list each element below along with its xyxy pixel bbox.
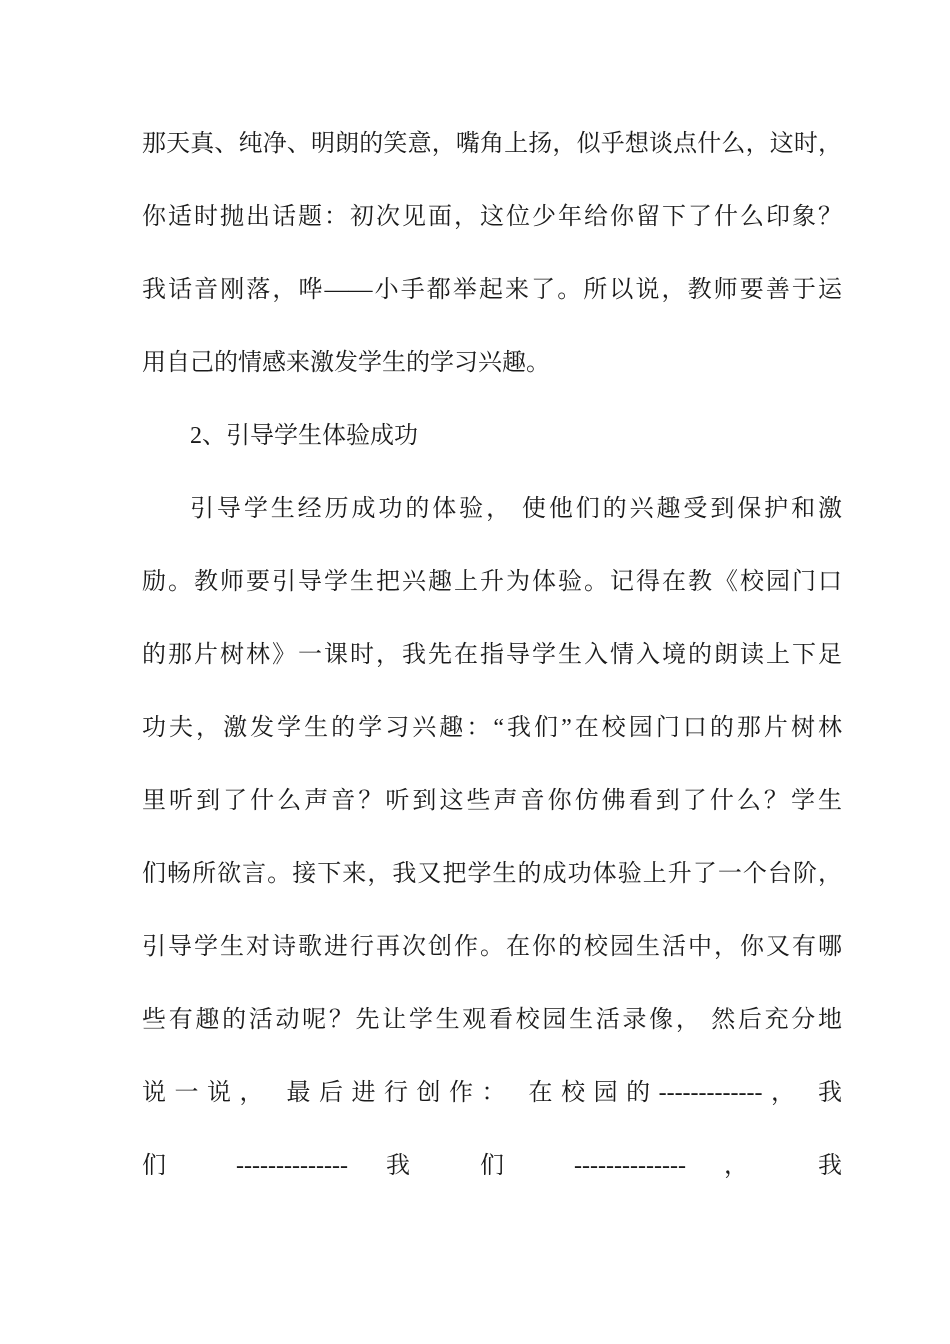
text-line: 里听到了什么声音？听到这些声音你仿佛看到了什么？学生 <box>142 788 842 814</box>
text-line: 引导学生对诗歌进行再次创作。在你的校园生活中，你又有哪 <box>142 934 842 960</box>
text-line: 功夫，激发学生的学习兴趣：“我们”在校园门口的那片树林 <box>142 715 842 741</box>
text-line: 2、引导学生体验成功 <box>190 423 418 449</box>
text-line: 些有趣的活动呢？先让学生观看校园生活录像， 然后充分地 <box>142 1007 842 1033</box>
text-line: 们畅所欲言。接下来，我又把学生的成功体验上升了一个台阶， <box>142 861 842 887</box>
text-line: 们 -------------- 我 们 -------------- ， 我 <box>142 1153 842 1179</box>
text-line: 引导学生经历成功的体验， 使他们的兴趣受到保护和激 <box>190 496 842 522</box>
text-line: 那天真、纯净、明朗的笑意，嘴角上扬，似乎想谈点什么，这时， <box>142 131 842 157</box>
text-line: 说一说， 最后进行创作： 在校园的-------------， 我 <box>142 1080 842 1106</box>
text-line: 的那片树林》一课时，我先在指导学生入情入境的朗读上下足 <box>142 642 842 668</box>
text-line: 你适时抛出话题：初次见面，这位少年给你留下了什么印象？ <box>142 204 842 230</box>
text-line: 励。教师要引导学生把兴趣上升为体验。记得在教《校园门口 <box>142 569 842 595</box>
text-line: 我话音刚落，哗——小手都举起来了。所以说，教师要善于运 <box>142 277 842 303</box>
text-line: 用自己的情感来激发学生的学习兴趣。 <box>142 350 550 376</box>
